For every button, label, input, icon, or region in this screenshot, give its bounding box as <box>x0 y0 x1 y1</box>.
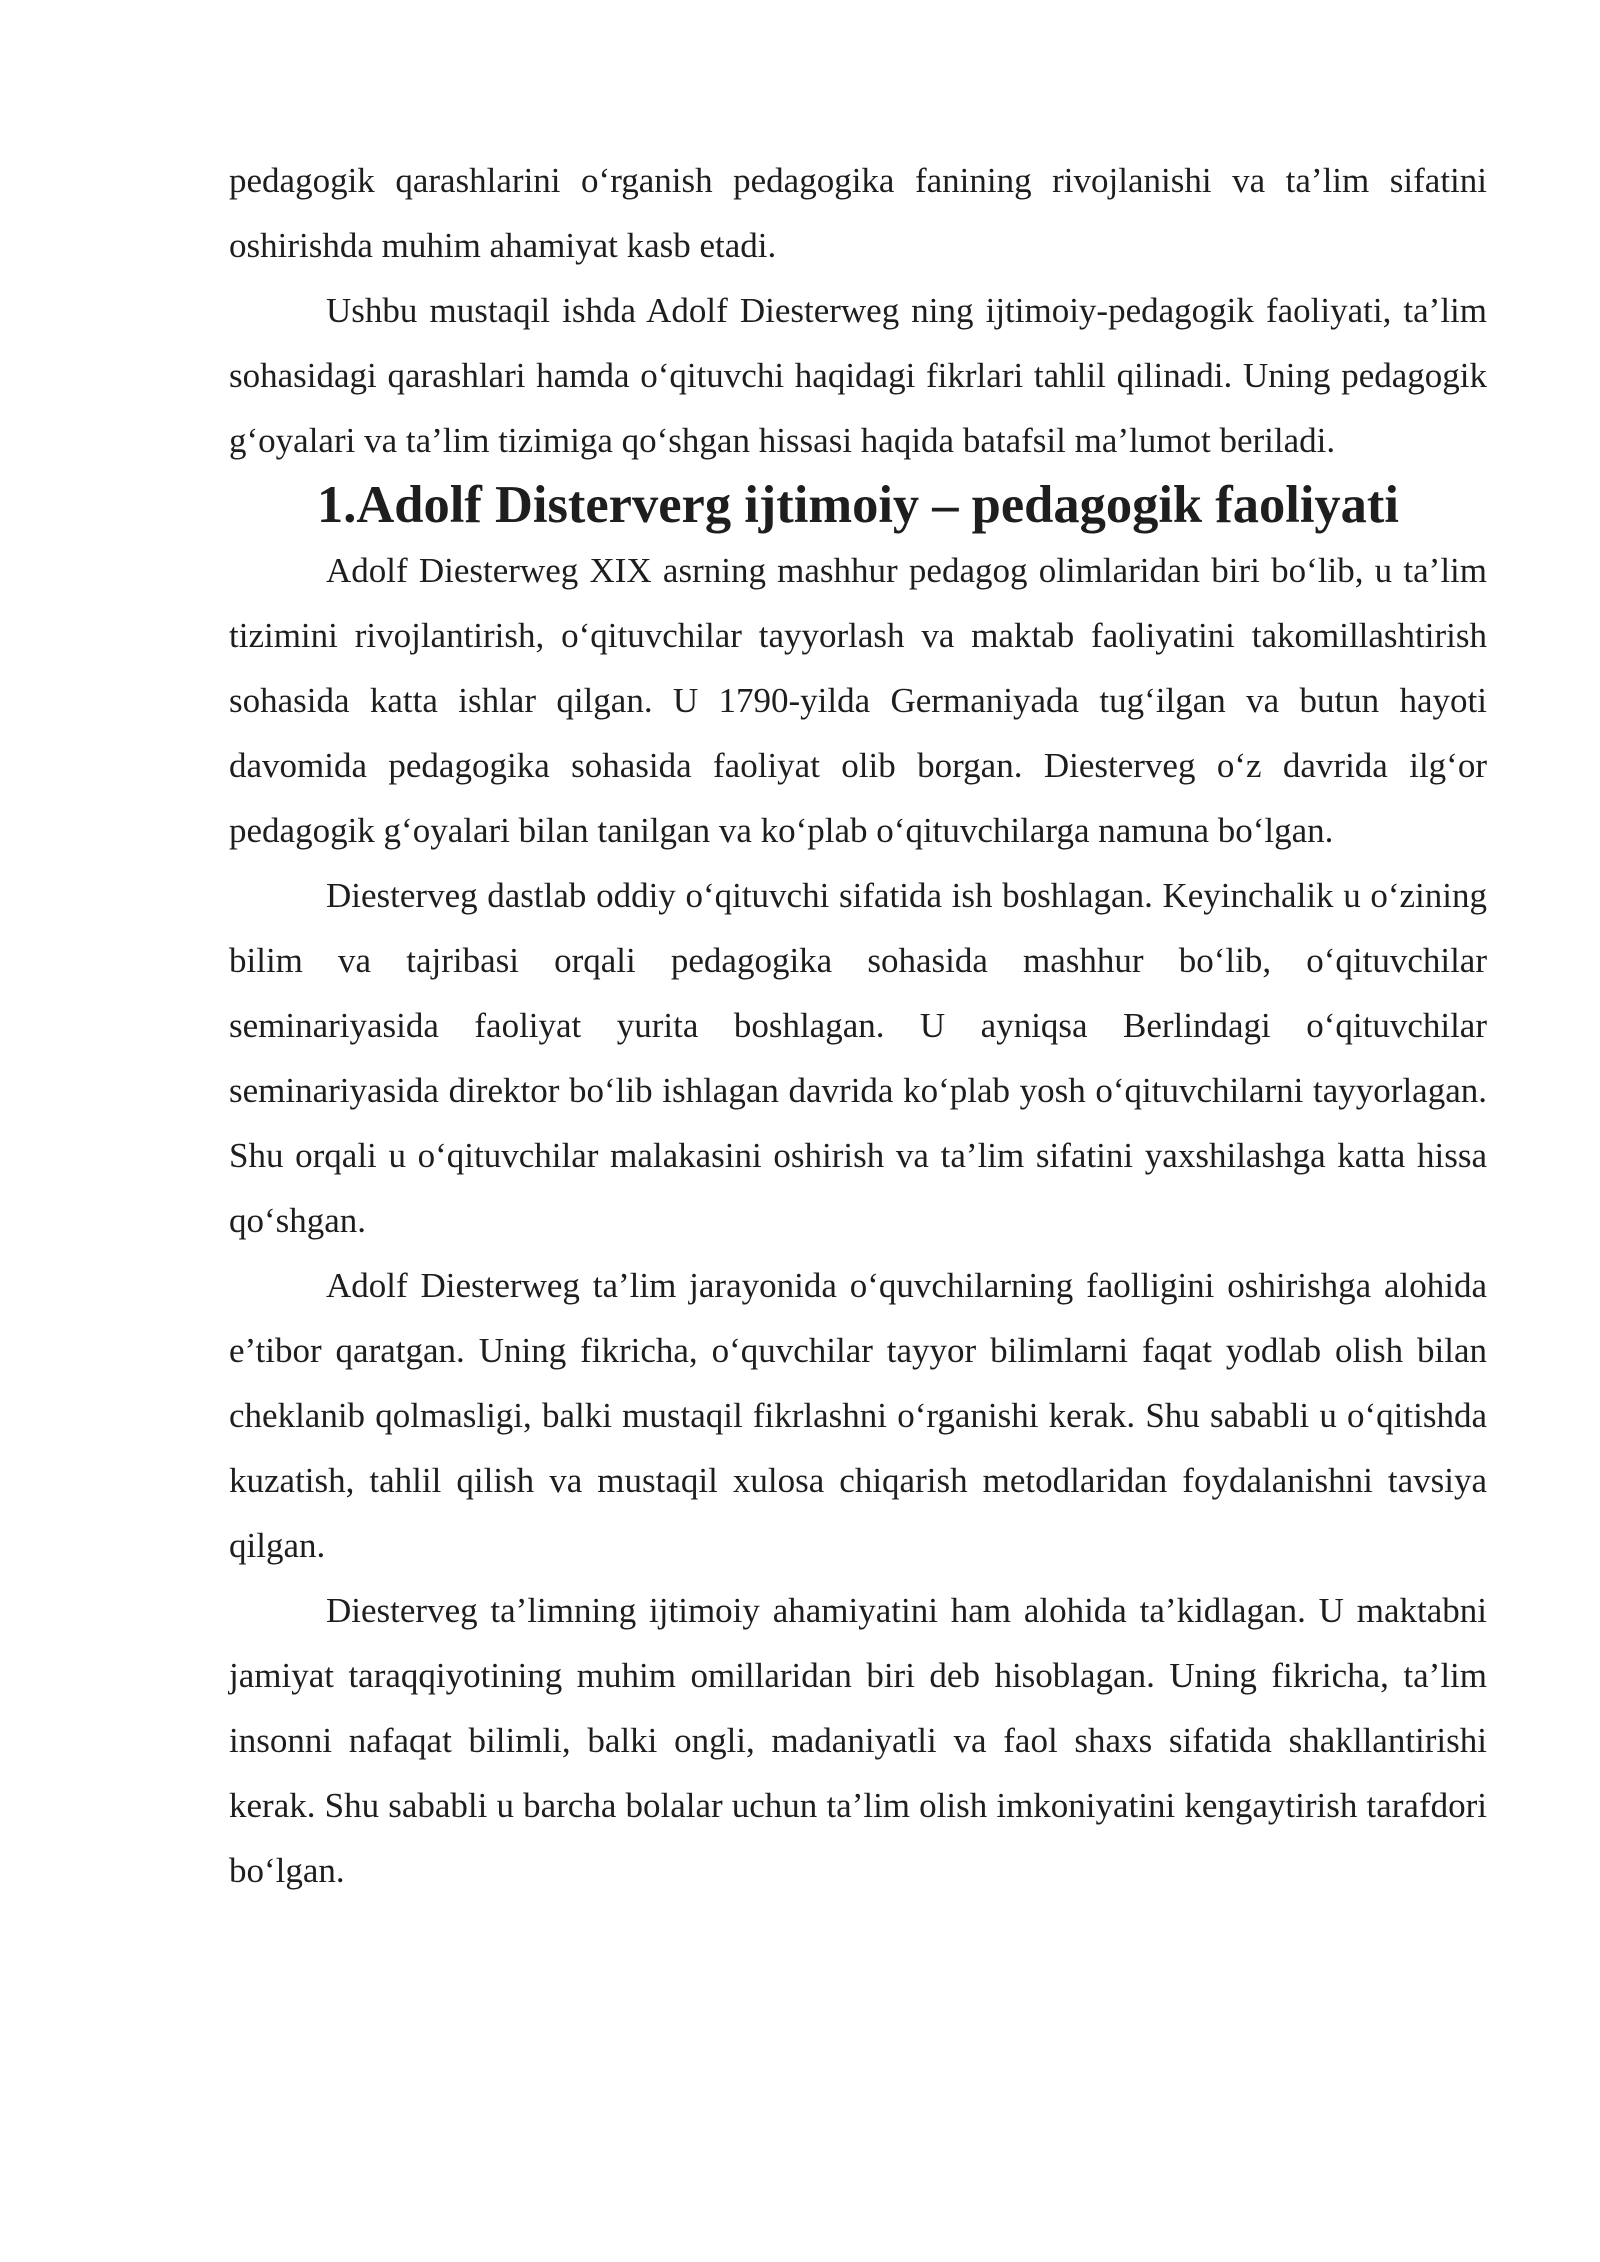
paragraph-biography: Adolf Diesterweg XIX asrning mashhur pedagog olimlaridan biri bo‘lib, u ta’lim tizimini rivojlantirish, o‘qituvchilar tayyorlash va maktab faoliyatini takomillashtirish sohasida katta ishlar qilgan. U 1790-yilda Germaniyada tug‘ilgan va butun hayoti davomida pedagogika sohasida faoliyat olib borgan. Diesterveg o‘z davrida ilg‘or pedagogik g‘oyalari bilan tanilgan va ko‘plab o‘qituvchilarga namuna bo‘lgan. <box>229 551 1487 850</box>
document-body <box>229 148 1487 1903</box>
paragraph-introduction: Ushbu mustaqil ishda Adolf Diesterweg ning ijtimoiy-pedagogik faoliyati, ta’lim sohasidagi qarashlari hamda o‘qituvchi haqidagi fikrlari tahlil qilinadi. Uning pedagogik g‘oyalari va ta’lim tizimiga qo‘shgan hissasi haqida batafsil ma’lumot beriladi. <box>229 291 1487 460</box>
paragraph-career: Diesterveg dastlab oddiy o‘qituvchi sifatida ish boshlagan. Keyinchalik u o‘zining bilim va tajribasi orqali pedagogika sohasida mashhur bo‘lib, o‘qituvchilar seminariyasida faoliyat yurita boshlagan. U ayniqsa Berlindagi o‘qituvchilar seminariyasida direktor bo‘lib ishlagan davrida ko‘plab yosh o‘qituvchilarni tayyorlagan. Shu orqali u o‘qituvchilar malakasini oshirish va ta’lim sifatini yaxshilashga katta hissa qo‘shgan. <box>229 876 1487 1240</box>
paragraph-active-learning: Adolf Diesterweg ta’lim jarayonida o‘quvchilarning faolligini oshirishga alohida e’tibor qaratgan. Uning fikricha, o‘quvchilar tayyor bilimlarni faqat yodlab olish bilan cheklanib qolmasligi, balki mustaqil fikrlashni o‘rganishi kerak. Shu sababli u o‘qitishda kuzatish, tahlil qilish va mustaqil xulosa chiqarish metodlaridan foydalanishni tavsiya qilgan. <box>229 1266 1487 1565</box>
paragraph-continuation: pedagogik qarashlarini o‘rganish pedagogika fanining rivojlanishi va ta’lim sifatini oshirishda muhim ahamiyat kasb etadi. <box>229 161 1487 265</box>
paragraph-social-importance: Diesterveg ta’limning ijtimoiy ahamiyatini ham alohida ta’kidlagan. U maktabni jamiyat taraqqiyotining muhim omillaridan biri deb hisoblagan. Uning fikricha, ta’lim insonni nafaqat bilimli, balki ongli, madaniyatli va faol shaxs sifatida shakllantirishi kerak. Shu sababli u barcha bolalar uchun ta’lim olish imkoniyatini kengaytirish tarafdori bo‘lgan. <box>229 1591 1487 1890</box>
section-heading: 1.Adolf Disterverg ijtimoiy – pedagogik faoliyati <box>317 476 1399 534</box>
